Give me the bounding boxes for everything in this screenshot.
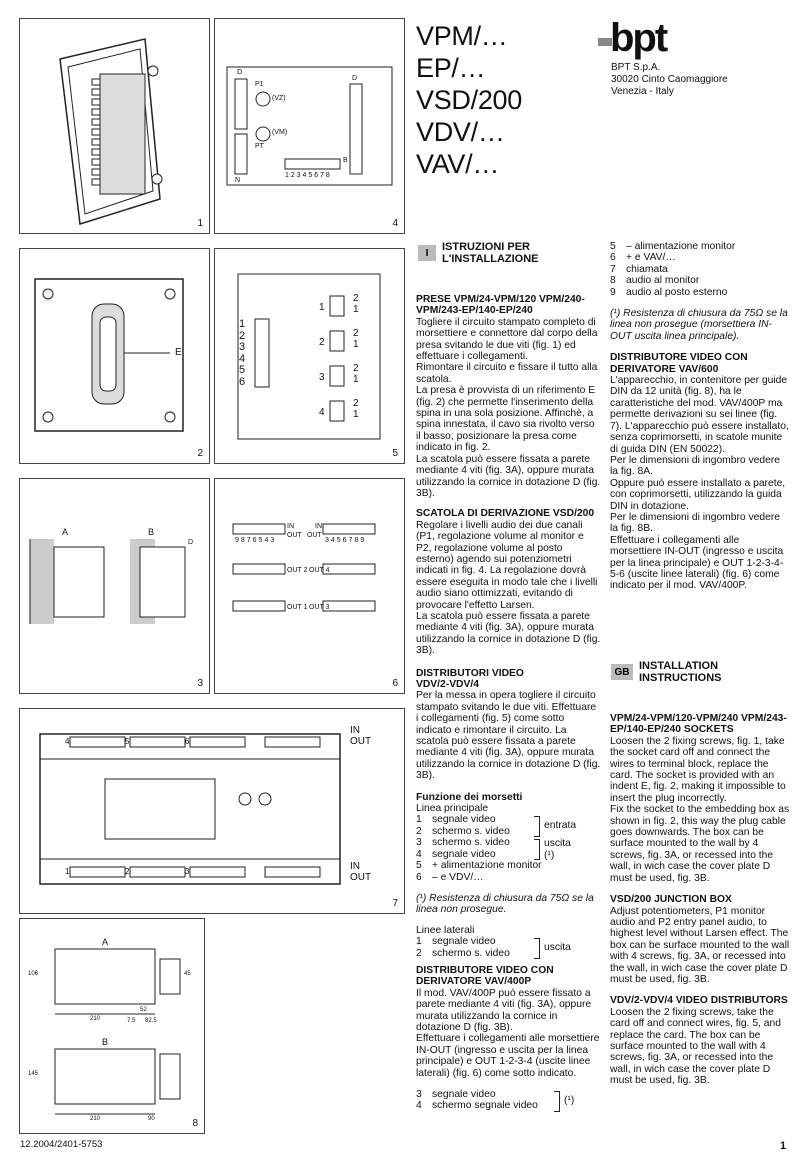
b-label: B (343, 157, 348, 164)
section-heading: SCATOLA DI DERIVAZIONE VSD/200 (416, 508, 595, 520)
section-heading: DISTRIBUTORI VIDEO (416, 667, 524, 679)
left-terminal-number: 6 (239, 375, 246, 388)
figure-number: 8 (192, 1118, 198, 1129)
term-num: 4 (416, 848, 422, 860)
terminal-row (416, 872, 601, 883)
vav-terminal-list (416, 1089, 601, 1112)
terminal-n: 1 (353, 304, 359, 315)
paragraph: La scatola può essere fissata a parete mediante 4 viti (fig. 3A), oppure murata utilizzando la cornice in dotazione D (fig. 3B). (416, 453, 601, 499)
term-text: segnale video (432, 936, 496, 948)
out-top: OUT (350, 736, 372, 747)
bpt-logo (598, 18, 688, 62)
term-text: segnale video (432, 1089, 496, 1100)
english-column (610, 713, 790, 1087)
terminal-row (416, 860, 601, 871)
section-heading: VPM/24-VPM/120-VPM/240 VPM/243-EP/140-EP/240 SOCKETS (610, 713, 787, 736)
term-text: segnale video (432, 814, 496, 826)
term-num: 6 (610, 252, 616, 264)
figure-3 (19, 478, 210, 694)
figure-number: 2 (197, 448, 203, 459)
company-street: 30020 Cinto Caomaggiore (611, 74, 728, 85)
section-gb-header (611, 660, 722, 684)
term-1: 1 (65, 867, 70, 876)
section-i-title (442, 241, 539, 265)
output-terminals (353, 328, 359, 350)
note-marker: (¹) (564, 1095, 575, 1106)
section-heading: Funzione dei morsetti (416, 791, 523, 803)
figure-8 (19, 918, 205, 1134)
left-terminal-number: 5 (239, 364, 246, 376)
bracket-entrata (534, 816, 540, 837)
out2: OUT 2 (287, 567, 308, 574)
out4: OUT 4 (309, 567, 330, 574)
note: (¹) Resistenza di chiusura da 75Ω se la linea non prosegue. (416, 892, 594, 916)
term-num: 1 (416, 814, 422, 826)
figure-1 (19, 18, 210, 234)
figure-5 (214, 248, 405, 464)
italian-column (416, 294, 601, 1112)
label-d: D (188, 539, 194, 546)
term-2: 2 (125, 867, 130, 876)
p1-label: P1 (255, 81, 264, 88)
output-number: 3 (319, 372, 325, 383)
distributor-terminals-drawing (215, 479, 404, 693)
term-text: chiamata (626, 263, 668, 275)
bracket-uscita (534, 839, 540, 860)
paragraph: Regolare i livelli audio dei due canali (P1, regolazione volume al monitor e P2, regolazione volume al posto esterno) agendo sui potenziometri indicati in fig. 4. La regolazione dovrà essere eseguita in modo tale che i livelli audio siano ottimizzati, evitando di provocare l'effetto Larsen. (416, 519, 598, 611)
term-text: audio al monitor (626, 275, 700, 287)
pt-label: PT (255, 143, 264, 150)
section-heading: DISTRIBUTORE VIDEO CON DERIVATORE VAV/400P (416, 964, 554, 988)
out-right: OUT (307, 532, 322, 539)
term-text: schermo s. video (432, 947, 510, 959)
term-num: 1 (416, 936, 422, 948)
term-text: – alimentazione monitor (626, 241, 736, 252)
logo-text: bpt (610, 16, 667, 60)
vm-label: (VM) (272, 129, 288, 136)
term-text: schermo segnale video (432, 1100, 538, 1112)
section-gb-title (639, 660, 722, 684)
sub-heading: Linea principale (416, 803, 489, 815)
title-vdv: VDV/… (416, 117, 505, 147)
terminal-row (416, 837, 601, 848)
socket-drawing (20, 19, 209, 233)
lateral-list (416, 936, 601, 959)
output-number: 1 (319, 302, 325, 313)
section-heading: DISTRIBUTORE VIDEO CON DERIVATORE VAV/600 (610, 352, 748, 375)
terminal-n: 1 (353, 409, 359, 420)
figure-number: 4 (392, 218, 398, 229)
terminal-n: 2 (353, 293, 359, 304)
dim-45: 45 (184, 971, 191, 977)
heading-line: INSTALLATION (639, 660, 719, 672)
term-4: 4 (65, 737, 70, 746)
term-num: 5 (416, 860, 422, 872)
term-text: schermo s. video (432, 837, 510, 849)
section-heading: VSD/200 JUNCTION BOX (610, 894, 732, 906)
terminal-n: 1 (353, 374, 359, 385)
terminal-row (610, 287, 790, 298)
uscita-label: uscita (544, 942, 571, 954)
terminal-row (610, 252, 790, 263)
title-ep: EP/… (416, 53, 486, 83)
figure-number: 1 (197, 218, 203, 229)
dim-b: B (102, 1037, 109, 1047)
n-label: N (235, 177, 241, 184)
label-b: B (148, 527, 155, 537)
heading-line: ISTRUZIONI PER (442, 241, 531, 253)
dim-52: 52 (140, 1007, 147, 1013)
lang-tag-gb: GB (611, 664, 633, 680)
term-num: 4 (416, 1100, 422, 1112)
section-heading: VDV/2-VDV/4 (416, 679, 479, 690)
term-text: + alimentazione monitor (432, 860, 542, 872)
term-num: 2 (416, 947, 422, 959)
output-terminals (353, 398, 359, 420)
paragraph: Effettuare i collegamenti alle morsettiere IN-OUT (ingresso e uscita per la linea principale) e OUT 1-2-3-4-5-6 (uscite linee laterali) (fig. 6) come indicato per il mod. VAV/400P. (610, 534, 784, 592)
figure-2 (19, 248, 210, 464)
paragraph: L'apparecchio, in contenitore per guide DIN da 12 unità (fig. 8), ha le caratteristiche del mod. VAV/400P ma permette derivazioni su sei linee (fig. 7). L'apparecchio può essere installato, senza coprimorsetti, in scatole munite di guida DIN (EN 50022). (610, 375, 789, 455)
indent-e-label: E (175, 347, 182, 358)
lang-tag-i: I (418, 245, 436, 261)
output-number: 2 (319, 337, 325, 348)
term-text: audio al posto esterno (626, 286, 728, 298)
terminal-n: 1 (353, 339, 359, 350)
out3: OUT 3 (309, 604, 330, 611)
terminal-row (610, 241, 790, 252)
paragraph: Fix the socket to the embedding box as shown in fig. 2, this way the plug cable goes downwards. The box can be surface mounted to the wall by 4 screws, fig. 3A, or recessed into the wall, in wich case the cover plate D must be used, fig. 3B. (610, 804, 790, 884)
document-code: 12.2004/2401-5753 (20, 1139, 103, 1150)
column-3 (610, 241, 790, 592)
left-terminal-number: 3 (239, 341, 246, 353)
title-vpm: VPM/… (416, 21, 508, 51)
figure-number: 3 (197, 678, 203, 689)
dim-90: 90 (148, 1116, 155, 1122)
left-terminal-numbers (239, 319, 245, 388)
dim-145: 145 (28, 1071, 39, 1077)
terminal-row (416, 936, 601, 947)
term-6: 6 (185, 737, 190, 746)
dim-a: A (102, 937, 109, 947)
term-num: 7 (610, 263, 616, 275)
terminal-row (610, 275, 790, 286)
note-marker: (¹) (544, 850, 555, 862)
term-num: 5 (610, 241, 616, 252)
paragraph: La presa è provvista di un riferimento E (fig. 2) che permette l'inserimento della spina in una sola posizione. Affinchè, a spina innestata, il cavo sia rivolto verso il basso, posizionare la presa come indicato in fig. 2. (416, 385, 596, 454)
vav600-drawing (20, 709, 404, 913)
in-bottom: IN (350, 861, 360, 872)
terminal-row (610, 264, 790, 275)
figure-4 (214, 18, 405, 234)
term-text: segnale video (432, 848, 496, 860)
title-vsd: VSD/200 (416, 85, 522, 115)
out1: OUT 1 (287, 604, 308, 611)
label-a: A (62, 527, 69, 537)
left-terminal-number: 2 (239, 329, 246, 342)
term-num: 6 (416, 871, 422, 883)
term-text: + e VAV/… (626, 252, 676, 264)
figure-number: 6 (392, 678, 398, 689)
paragraph: Per le dimensioni di ingombro vedere la fig. 8B. (610, 511, 780, 535)
figure-number: 7 (392, 898, 398, 909)
right-numbers: 3456789 (325, 537, 367, 544)
output-terminals (353, 293, 359, 315)
heading-line: L'INSTALLAZIONE (442, 253, 539, 265)
bottom-numbers: 1 2 3 4 5 6 7 8 (285, 172, 330, 179)
term-num: 3 (416, 837, 422, 849)
term-num: 8 (610, 275, 616, 287)
dim-7-5: 7.5 (127, 1018, 136, 1024)
terminal-row (416, 948, 601, 959)
output-number: 4 (319, 407, 325, 418)
terminal-n: 2 (353, 398, 359, 409)
out-left: OUT (287, 532, 302, 539)
left-terminal-number: 4 (239, 352, 246, 365)
in-top: IN (350, 725, 360, 736)
d-label-right: D (352, 75, 358, 82)
paragraph: Loosen the 2 fixing screws, fig. 1, take the socket card off and connect the wires to terminal block, replace the card. The socket is provided with an indent E, fig. 2, making it impossible to insert the plug incorrectly. (610, 735, 786, 804)
circuit-board-drawing (215, 19, 404, 233)
vz-label: (VZ) (272, 95, 286, 102)
section-heading: VDV/2-VDV/4 VIDEO DISTRIBUTORS (610, 995, 788, 1007)
mounting-drawing (20, 479, 209, 693)
terminal-n: 2 (353, 363, 359, 374)
dim-210a: 210 (90, 1016, 101, 1022)
paragraph: Il mod. VAV/400P può essere fissato a parete mediante 4 viti (fig. 3A), oppure murata utilizzando la cornice in dotazione D (fig. 3B). (416, 987, 592, 1033)
paragraph: Adjust potentiometers, P1 monitor audio and P2 entry panel audio, to highest level without Larsen effect. The box can be surface mounted to the wall with 4 screws, fig. 3A, or recessed into the wall, in wich case the cover plate D must be used, fig. 3B. (610, 905, 790, 985)
term-num: 3 (416, 1089, 422, 1100)
terminal-list (416, 814, 601, 882)
section-heading: PRESE VPM/24-VPM/120 VPM/240-VPM/243-EP/140-EP/240 (416, 294, 585, 317)
entrata-label: entrata (544, 820, 577, 832)
dim-82-5: 82.5 (145, 1018, 157, 1024)
term-3: 3 (185, 867, 190, 876)
figure-number: 5 (392, 448, 398, 459)
left-terminal-number: 1 (239, 318, 246, 330)
section-i-header (418, 241, 539, 265)
uscita-label: uscita (544, 838, 571, 850)
company-city: Venezia - Italy (611, 86, 674, 97)
in-left: IN (287, 523, 294, 530)
figure-6 (214, 478, 405, 694)
company-name: BPT S.p.A. (611, 62, 661, 73)
term-num: 9 (610, 286, 616, 298)
out-bottom: OUT (350, 872, 372, 883)
note: (¹) Resistenza di chiusura da 75Ω se la linea non prosegue (morsettiera IN-OUT uscita linea principale). (610, 308, 788, 342)
paragraph: Per le dimensioni di ingombro vedere la fig. 8A. (610, 454, 780, 478)
dim-106: 106 (28, 971, 39, 977)
paragraph: Loosen the 2 fixing screws, take the card off and connect wires, fig. 5, and replace the card. The box can be surface mounted to the wall with 4 screws, fig. 3A, or recessed into the wall, in wich case the cover plate D must be used, fig. 3B. (610, 1006, 781, 1087)
title-vav: VAV/… (416, 149, 500, 179)
term-text: schermo s. video (432, 825, 510, 837)
term-5: 5 (125, 737, 130, 746)
figure-7 (19, 708, 405, 914)
heading-line: INSTRUCTIONS (639, 672, 722, 684)
terminal-row (416, 849, 601, 860)
bracket-vav (554, 1091, 560, 1112)
paragraph: Oppure può essere installato a parete, con coprimorsetti, utilizzando la guida DIN in dotazione. (610, 477, 786, 512)
company-address (611, 62, 728, 98)
dim-210b: 210 (90, 1116, 101, 1122)
bracket-lateral (534, 938, 540, 959)
paragraph: Togliere il circuito stampato completo di morsettiere e connettore dal corpo della presa svitando le due viti (fig. 1) ed effettuare i collegamenti. (416, 316, 598, 363)
paragraph: Effettuare i collegamenti alle morsettiere IN-OUT (ingresso e uscita per la linea principale) e OUT 1-2-3-4 (uscite linee laterali) (fig. 6) come sotto indicato. (416, 1033, 600, 1079)
paragraph: Rimontare il circuito e fissare il tutto alla scatola. (416, 362, 598, 385)
terminal-n: 2 (353, 328, 359, 339)
term-text: – e VDV/… (432, 871, 484, 883)
page-number: 1 (780, 1140, 787, 1152)
paragraph: Per la messa in opera togliere il circuito stampato svitando le due viti. Effettuare i collegamenti (fig. 5) come sotto indicato e rimontare il circuito. La scatola può essere fissata a parete mediante 4 viti (fig. 3A), oppure murata utilizzando la cornice in dotazione D (fig. 3B). (416, 690, 601, 782)
term-num: 2 (416, 825, 422, 837)
left-numbers: 9876543 (235, 537, 277, 544)
in-right: IN (315, 523, 322, 530)
d-label-left: D (237, 69, 243, 76)
paragraph: La scatola può essere fissata a parete mediante 4 viti (fig. 3A), oppure murata utilizzando la cornice in dotazione D (fig. 3B). (416, 610, 601, 657)
output-terminals (353, 363, 359, 385)
dimension-drawing (20, 919, 204, 1133)
sub-heading: Linee laterali (416, 924, 475, 936)
